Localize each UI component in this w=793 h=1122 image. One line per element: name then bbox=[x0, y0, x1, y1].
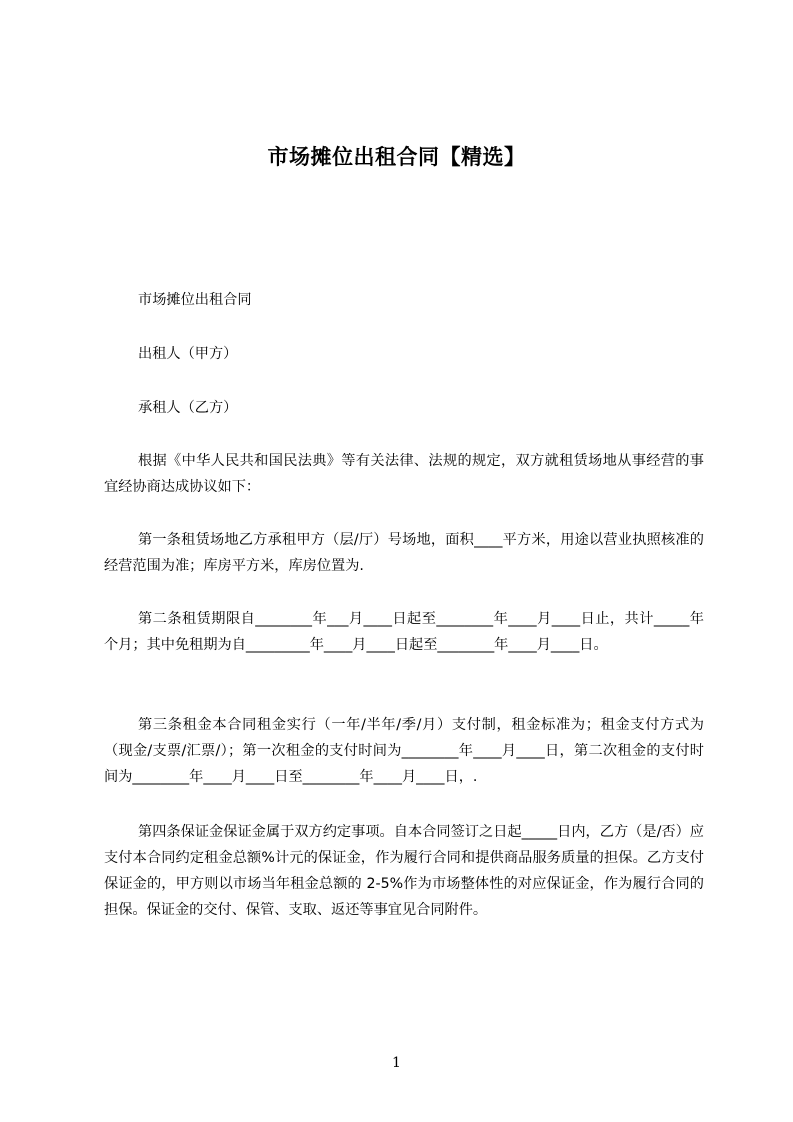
paragraph-preamble: 根据《中华人民共和国民法典》等有关法律、法规的规定，双方就租赁场地从事经营的事宜经协商达成协议如下： bbox=[104, 453, 704, 495]
paragraph-lessor: 出租人（甲方） bbox=[138, 346, 238, 362]
page-number: 1 bbox=[392, 1055, 401, 1071]
paragraph-article-4: 第四条保证金保证金属于双方约定事项。自本合同签订之日起_____日内，乙方（是/否）应支付本合同约定租金总额%计元的保证金，作为履行合同和提供商品服务质量的担保。乙方支付保证金的，甲方则以市场当年租金总额的 2-5%作为市场整体性的对应保证金，作为履行合同的担保。保证金的交付、保管、支取、返还等事宜见合同附件。 bbox=[104, 824, 704, 918]
paragraph-article-3: 第三条租金本合同租金实行（一年/半年/季/月）支付制，租金标准为；租金支付方式为（现金/支票/汇票/）；第一次租金的支付时间为________年____月____日，第二次租金的支付时间为________年____月____日至________年____月____日，. bbox=[104, 717, 704, 785]
document-title: 市场摊位出租合同【精选】 bbox=[267, 145, 526, 169]
paragraph-contract-name: 市场摊位出租合同 bbox=[138, 292, 252, 308]
paragraph-lessee: 承租人（乙方） bbox=[138, 400, 238, 416]
paragraph-article-1: 第一条租赁场地乙方承租甲方（层/厅）号场地，面积____平方米，用途以营业执照核准的经营范围为准；库房平方米，库房位置为. bbox=[104, 532, 704, 574]
paragraph-article-2: 第二条租赁期限自________年___月____日起至________年____月____日止，共计_____年个月；其中免租期为自_________年____月____日起至________年____月____日。 bbox=[104, 611, 704, 653]
